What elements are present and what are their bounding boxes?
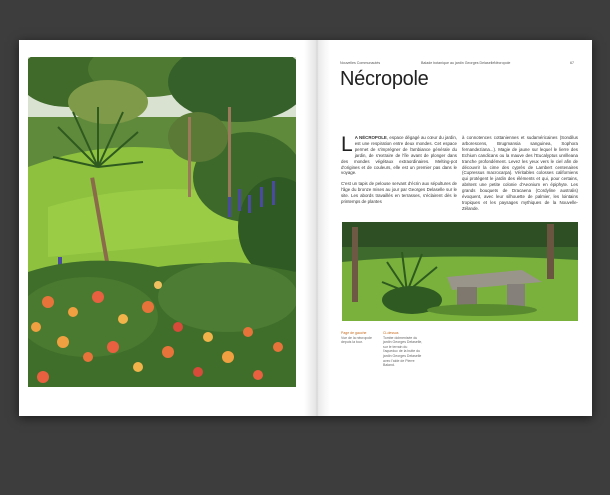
book-gutter <box>304 40 330 416</box>
caption-left-text: Vue de la nécropole depuis la tour. <box>341 335 373 345</box>
paragraph-1 <box>341 135 457 176</box>
running-header-section: Nécropole <box>494 61 511 65</box>
page-title: Nécropole <box>340 68 429 90</box>
caption-right-text: Tombe dolmenisée du jardin Georges Delaselle, sur le terrain du l'aqueduc de la butte du jardin Georges Delaselle avec l'aide de Pierre Baland. <box>383 335 423 368</box>
body-column-2 <box>462 135 578 217</box>
paragraph-2: C'est un tapis de pelouse servant d'écrin aux sépultures de l'âge du bronze mises au jour par Georges Delaselle sur le site. Les abords travaillés en terrasses, s'éclairent dès le printemps de plantes <box>341 181 457 205</box>
paragraph-3: à connotences cottaniennes et sudaméricaines (Sondilus arborescens, Brugmansia sanguinea, Sophora fernandeziana...). Magie de jaune sur lequel le lierre des Echium candicans ou la mauve des l'Eucalyptus unrilleana tranche profondément. Levez les yeux vers le ciel afin de découvrir la cime des cyprès de Lambert centenaires (Cupressus macrocarpa). Véritables colosses californiens qui protègent le jardin des éléments et qui, pour certains, abritent une petite colonie d'Aeonium en épiphyte. Les grands bouquets de Dracaena (Cordyline australis) évoquent, avec leur silhouette de palmier, les lointains tropiques et les paysages mythiques de la Nouvelle-Zélande. <box>462 135 578 211</box>
page-number: 67 <box>570 61 574 65</box>
paragraph-1-text: , espace dégagé au cœur du jardin, est une respiration entre deux mondes. Cet espace permet de s'imprégner de l'ambiance générale du jardin, de s'extraire de l'île avant de plonger dans des mondes végétaux extraordinaires. Melting-pot d'origines et de couleurs, elle est un premier pas dans le voyage. <box>341 135 457 176</box>
book-spread <box>19 40 592 416</box>
body-column-1 <box>341 135 457 210</box>
caption-right <box>383 331 423 368</box>
caption-right-heading: Ci-dessus <box>383 331 399 335</box>
running-header-left: Nouvelles Communautés <box>340 61 381 65</box>
lead-in: A NÉCROPOLE <box>354 135 387 140</box>
caption-left <box>341 331 381 345</box>
caption-left-heading: Page de gauche <box>341 331 367 335</box>
running-header-middle: Balade botanique au jardin Georges Delaselle <box>421 61 495 65</box>
garden-photo <box>28 57 296 387</box>
dropcap: L <box>341 133 353 156</box>
dolmen-photo <box>342 222 578 321</box>
